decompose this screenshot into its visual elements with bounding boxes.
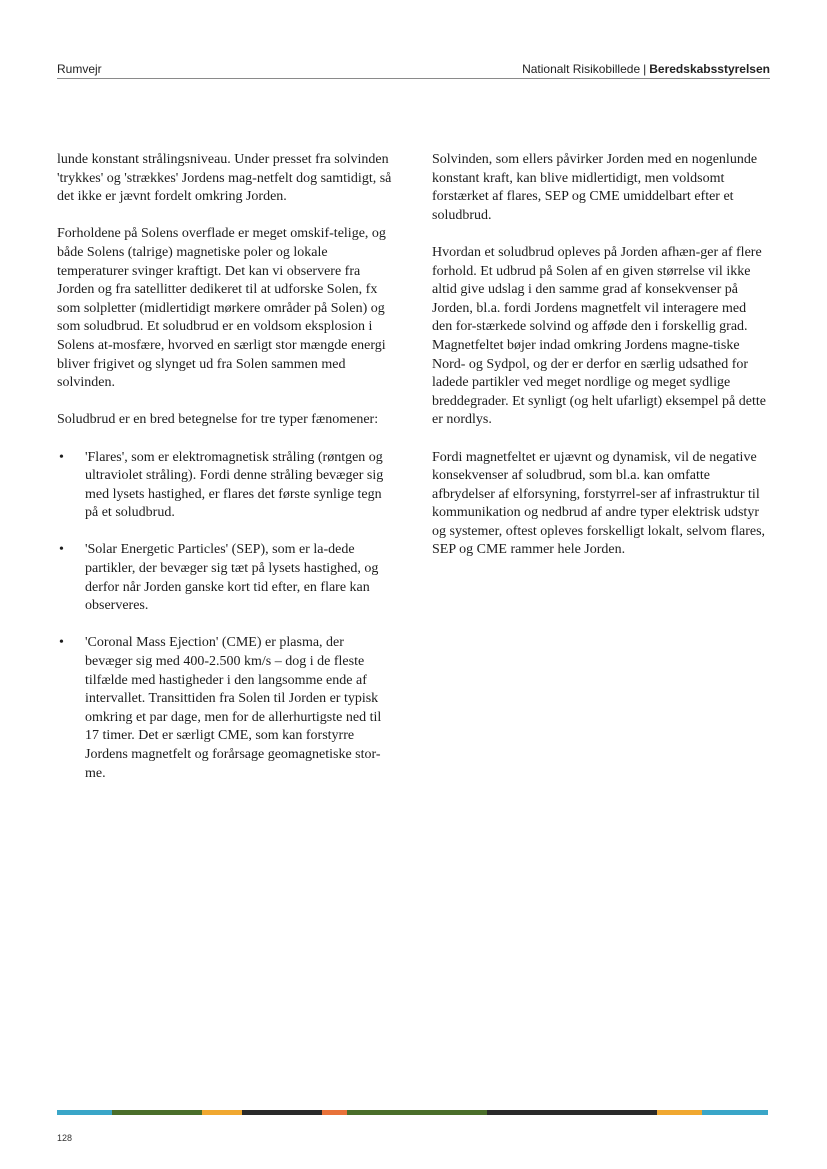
bullet-icon: • [59, 542, 64, 558]
footer-bar-segment [322, 1110, 347, 1115]
header-separator: | [643, 62, 647, 76]
footer-bar-segment [347, 1110, 487, 1115]
list-item-text: 'Coronal Mass Ejection' (CME) er plasma, der bevæger sig med 400-2.500 km/s – dog i de fleste tilfælde med hastigheder i den langsomme ende af intervallet. Transittiden fra Solen til Jorden er typisk omkring et par dage, men for de allerhurtigste ned til 17 timer. Det er særligt CME, som kan forstyrre Jordens magnetfelt og forårsage geomagnetiske stor-me. [85, 635, 382, 781]
section-title: Rumvejr [57, 62, 102, 76]
header-divider [57, 78, 770, 79]
footer-bar-segment [112, 1110, 202, 1115]
paragraph: lunde konstant strålingsniveau. Under presset fra solvinden 'trykkes' og 'strækkes' Jordens mag-netfelt dog samtidigt, så det ikke er jævnt fordelt omkring Jorden. [57, 152, 392, 205]
footer-bar-segment [487, 1110, 657, 1115]
footer-bar-segment [657, 1110, 702, 1115]
footer-bar-segment [57, 1110, 112, 1115]
left-column [57, 151, 392, 802]
paragraph: Solvinden, som ellers påvirker Jorden med en nogenlunde konstant kraft, kan blive midlertidigt, men voldsomt forstærket af flares, SEP og CME umiddelbart efter et soludbrud. [432, 152, 758, 223]
paragraph: Soludbrud er en bred betegnelse for tre typer fænomener: [57, 412, 379, 428]
list-item-text: 'Flares', som er elektromagnetisk stråling (røntgen og ultraviolet stråling). Fordi denne stråling bevæger sig med lysets hastighed, er flares det første synlige tegn på et soludbrud. [85, 449, 384, 521]
footer-bar-segment [242, 1110, 322, 1115]
organization-name: Beredskabsstyrelsen [649, 62, 770, 76]
list-item [57, 449, 392, 523]
footer-color-bar [57, 1110, 768, 1115]
running-header [522, 62, 770, 76]
bullet-icon: • [59, 635, 64, 651]
paragraph: Fordi magnetfeltet er ujævnt og dynamisk, vil de negative konsekvenser af soludbrud, som bl.a. kan omfatte afbrydelser af elforsyning, forstyrrel-ser af infrastruktur til kommunikation og nedbrud af andre typer elektrisk udstyr og systemer, oftest opleves forskelligt lokalt, selvom flares, SEP og CME rammer hele Jorden. [432, 449, 766, 558]
footer-bar-segment [202, 1110, 242, 1115]
bullet-icon: • [59, 449, 64, 465]
right-column [432, 151, 767, 579]
phenomena-list [57, 449, 392, 784]
list-item [57, 634, 392, 783]
list-item [57, 541, 392, 615]
footer-bar-segment [702, 1110, 768, 1115]
paragraph: Hvordan et soludbrud opleves på Jorden afhæn-ger af flere forhold. Et udbrud på Solen af en given størrelse vil ikke altid give udslag i den samme grad af konsekvenser på Jorden, bl.a. fordi Jordens magnetfelt vil interagere med den for-stærkede solvind og afføde den i forskellig grad. Magnetfeltet bøjer indad omkring Jordens magne-tiske Nord- og Sydpol, og der er derfor en særlig udsathed for ladede partikler ved meget nordlige og meget sydlige breddegrader. Et synligt (og helt ufarligt) eksempel på dette er nordlys. [432, 244, 766, 428]
publication-title: Nationalt Risikobillede [522, 62, 641, 76]
list-item-text: 'Solar Energetic Particles' (SEP), som er la-dede partikler, der bevæger sig tæt på lysets hastighed, og derfor når Jorden ganske kort tid efter, en flare kan observeres. [85, 542, 379, 614]
paragraph: Forholdene på Solens overflade er meget omskif-telige, og både Solens (talrige) magnetiske poler og lokale temperaturer svinger kraftigt. Det kan vi observere fra Jorden og fra satellitter dedikeret til at udforske Solen, fx som solpletter (midlertidigt mørkere områder på Solen) og som soludbrud. Et soludbrud er en voldsom eksplosion i Solens at-mosfære, hvorved en særligt stor mængde energi bliver frigivet og slynget ud fra Solen sammen med solvinden. [57, 226, 386, 391]
page-number: 128 [57, 1133, 73, 1143]
